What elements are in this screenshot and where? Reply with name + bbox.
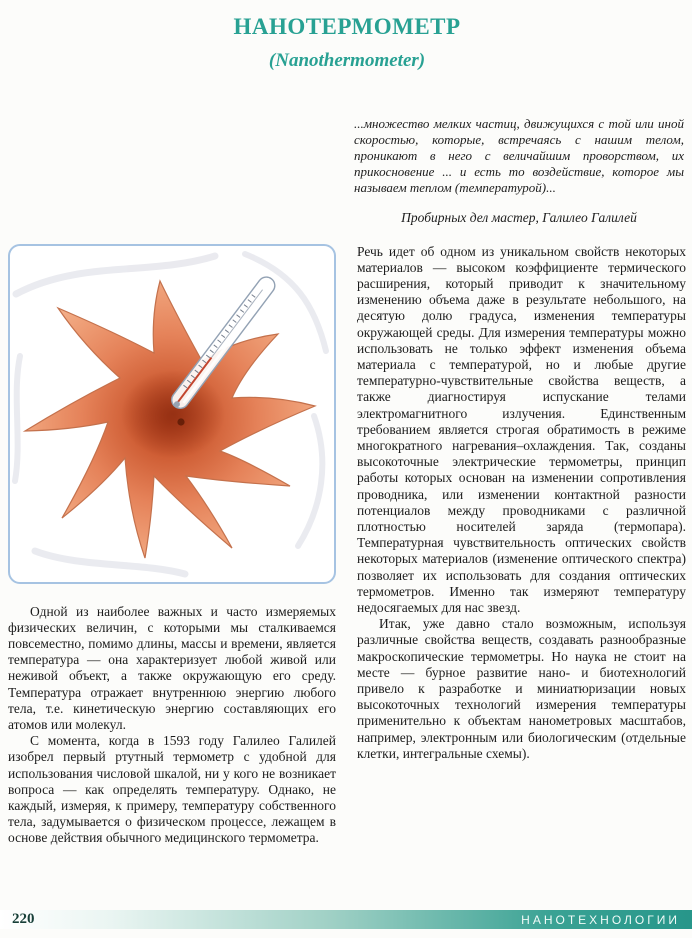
paragraph-right-2: Итак, уже давно стало возможным, используя различные свойства веществ, создавать разнообразные макроскопические термометры. Но наука не стоит на месте — бурное развитие нано- и биотехнологий привело к разработке и миниатюризации новых высокоточных технологий измерения температуры применительно к объектам нанометровых масштабов, например, электронным или биологическим (отдельные клетки, интегральные схемы). (357, 616, 686, 761)
paragraph-right-1: Речь идет об одном из уникальном свойств некоторых материалов — высоком коэффициенте термического расширения, который приводит к значительному изменению объема даже в результате небольшого, на десятую долю градуса, изменения температуры окружающей среды. Для измерения температуры можно использовать не только эффект изменения объема материала с температурой, но и любые другие температурно-чувствительные свойства веществ, а также диагностируя испускание телами электромагнитного излучения. Единственным требованием является строгая обратимость в режиме многократного нагревания–охлаждения. Так, созданы высокоточные электрические термометры, принцип работы которых основан на изменении сопротивления проводника, или изменении контактной разности потенциалов между проводниками с различной плотностью носителей заряда (термопара). Температурная чувствительность оптических свойств некоторых материалов (изменение оптического спектра) позволяет их использовать для создания оптических термометров. Именно так измеряют температуру недосягаемых для нас звезд. (357, 243, 686, 615)
footer-section-label: НАНОТЕХНОЛОГИИ (521, 912, 680, 927)
cell-thermometer-figure (8, 244, 336, 584)
epigraph-quote: ...множество мелких частиц, движущихся с той или иной скоростью, которые, встречаясь с нашим телом, проникают в него с величайшим проворством, их прикосновение ... и есть то воздействие, которое мы называем теплом (температурой)... (354, 116, 684, 195)
page-title: НАНОТЕРМОМЕТР (233, 14, 461, 39)
cell-illustration (10, 246, 334, 582)
epigraph-attribution: Пробирных дел мастер, Галилео Галилей (401, 209, 637, 225)
page-footer (0, 910, 692, 929)
two-column-body (8, 244, 686, 847)
paragraph-left-1: Одной из наиболее важных и часто измеряемых физических величин, с которыми мы сталкиваемся повсеместно, помимо длины, массы и времени, является температура — она характеризует любой живой или неживой объект, а также окружающую его среду. Температура отражает внутреннюю энергию любого тела, т.е. кинетическую энергию составляющих его атомов или молекул. (8, 603, 336, 732)
left-column (8, 244, 336, 847)
page-subtitle: (Nanothermometer) (268, 50, 426, 71)
page-number: 220 (12, 911, 35, 927)
right-column (357, 244, 686, 847)
cell-center-shading (121, 370, 225, 458)
cell-nucleus (177, 418, 184, 425)
paragraph-left-2: С момента, когда в 1593 году Галилео Галилей изобрел первый ртутный термометр с удобной для использования числовой шкалой, ни у кого не возникает вопроса — как определять температуру. Однако, не каждый, измеряя, к примеру, температуру собственного тела, задумывается о физическом процессе, лежащем в основе действия обычного медицинского термометра. (8, 733, 336, 846)
